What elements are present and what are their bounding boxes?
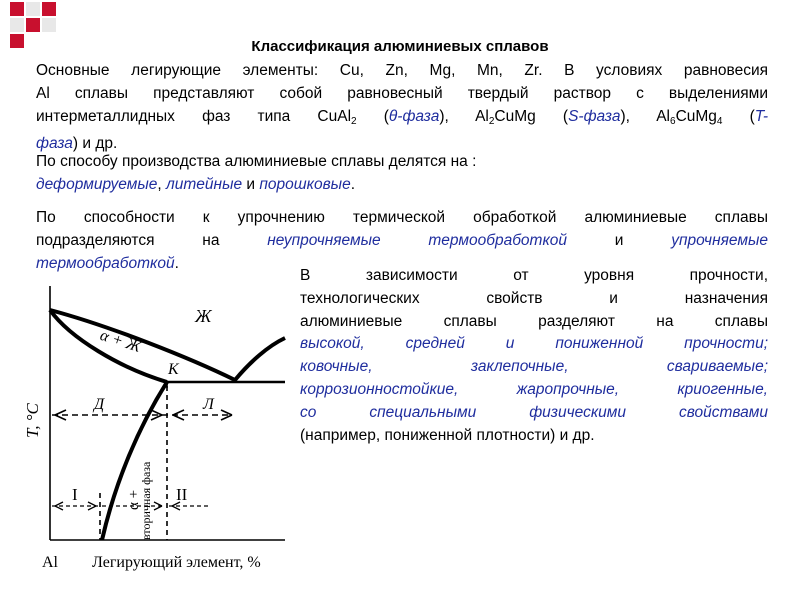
solvus-line [102, 382, 167, 540]
text-run: ( [722, 107, 755, 125]
label-alpha-liquid: α + Ж [97, 326, 143, 356]
text-run: ), Al [439, 107, 489, 125]
text-run: ), Al [620, 107, 670, 125]
slide-title: Классификация алюминиевых сплавов [251, 38, 549, 55]
label-region-ii: II [176, 485, 188, 504]
p2-line2 [36, 174, 768, 197]
p1-line2: Al сплавы представляют собой равновесный твердый раствор с выделениями [36, 84, 768, 102]
label-k: К [168, 361, 179, 378]
subscript: 2 [351, 115, 357, 127]
cast-alloys: литейные [166, 175, 243, 193]
p3-line2 [36, 230, 768, 253]
label-region-i: I [72, 485, 78, 504]
deco-square [10, 2, 24, 16]
p2-line1: По способу производства алюминиевые сплавы делятся на : [36, 153, 477, 170]
wrought-alloys: деформируемые [36, 175, 158, 193]
right-line2: технологических свойств и назначения [300, 289, 768, 307]
t-phase-cont: фаза [36, 135, 73, 153]
paragraph-alloying-elements [36, 60, 768, 156]
right-line4: высокой, средней и пониженной прочности; [300, 335, 768, 353]
label-alpha-plus: α + [126, 489, 142, 510]
subscript: 2 [488, 115, 495, 127]
text-run: CuMg [675, 107, 717, 125]
paragraph-production [36, 151, 768, 197]
text-run: ( [356, 107, 389, 125]
right-line3: алюминиевые сплавы разделяют на сплавы [300, 312, 768, 330]
right-line1: В зависимости от уровня прочности, [300, 267, 768, 284]
text-run: и [567, 231, 672, 249]
text-run: , [157, 175, 167, 193]
t-phase: T- [754, 107, 768, 125]
right-line5: ковочные, заклепочные, свариваемые; [300, 358, 768, 376]
hardenable: упрочняемые [671, 231, 768, 249]
text-run: подразделяются на [36, 231, 268, 249]
deco-square [42, 2, 56, 16]
paragraph-classification [300, 265, 768, 447]
deco-square [26, 2, 40, 16]
label-secondary-phase: вторичная фаза [139, 461, 153, 540]
text-run: интерметаллидных фаз типа CuAl [36, 107, 352, 125]
text-run: . [174, 254, 179, 272]
text-run: и [242, 175, 260, 193]
p3-line1: По способности к упрочнению термической обработкой алюминиевые сплавы [36, 209, 768, 226]
deco-square [42, 18, 56, 32]
right-line6: коррозионностойкие, жаропрочные, криогенные, [300, 380, 768, 398]
text-run: . [350, 175, 356, 193]
label-x-axis: Легирующий элемент, % [92, 554, 261, 571]
text-run: CuMg ( [494, 107, 569, 125]
right-line8: (например, пониженной плотности) и др. [300, 426, 595, 444]
s-phase: S-фаза [568, 107, 621, 125]
theta-phase: θ-фаза [388, 107, 440, 125]
right-line7: со специальными физическими свойствами [300, 403, 768, 421]
label-t-axis: T, °C [23, 403, 42, 438]
subscript: 6 [670, 115, 676, 127]
hardenable-cont: термообработкой [36, 254, 175, 272]
p1-line1: Основные легирующие элементы: Cu, Zn, Mg, Mn, Zr. В условиях равновесия [36, 62, 768, 79]
phase-diagram [10, 278, 300, 600]
deco-square [10, 18, 24, 32]
p1-line3 [36, 106, 768, 134]
subscript: 4 [716, 115, 723, 127]
non-hardenable: неупрочняемые термообработкой [267, 231, 568, 249]
label-l: Л [203, 396, 214, 413]
label-liquid: Ж [195, 306, 212, 326]
label-d: Д [94, 396, 105, 413]
label-al: Al [42, 554, 58, 571]
powder-alloys: порошковые [259, 175, 351, 193]
text-run: ) и др. [72, 135, 118, 153]
deco-square [26, 18, 40, 32]
